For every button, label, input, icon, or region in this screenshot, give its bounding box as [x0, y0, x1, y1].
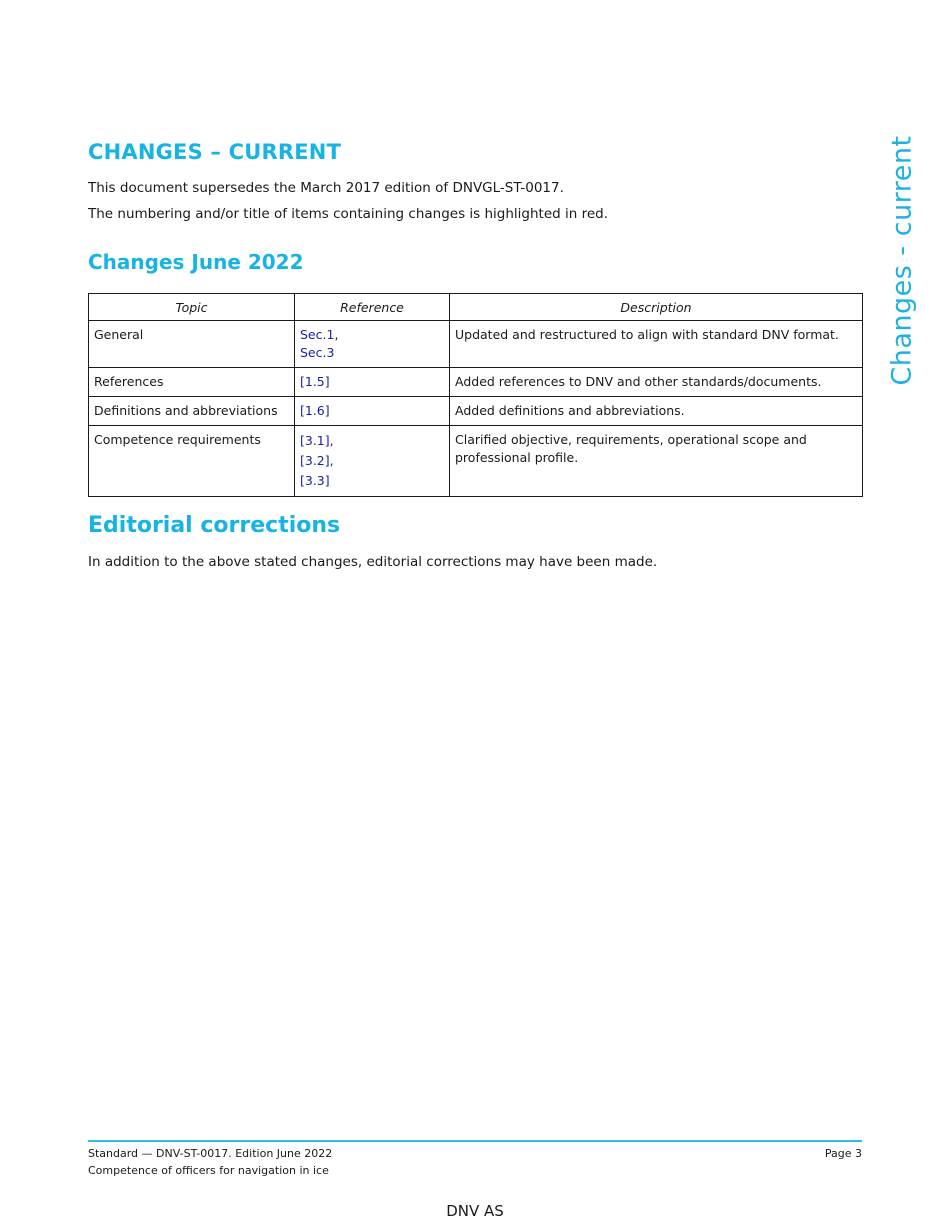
reference-link[interactable]: [1.6] [300, 403, 330, 418]
topic-cell: General [89, 321, 295, 368]
editorial-paragraph: In addition to the above stated changes, editorial corrections may have been made. [88, 554, 658, 570]
side-tab [880, 134, 925, 386]
header-description: Description [450, 294, 863, 321]
intro-paragraph-2: The numbering and/or title of items containing changes is highlighted in red. [88, 206, 609, 222]
footer-publisher: DNV AS [446, 1202, 504, 1220]
description-cell: Added references to DNV and other standards/documents. [450, 368, 863, 397]
side-tab-label: Changes - current [887, 134, 918, 386]
reference-link[interactable]: [3.3] [300, 473, 330, 488]
header-reference: Reference [295, 294, 450, 321]
intro-paragraph-1: This document supersedes the March 2017 edition of DNVGL-ST-0017. [88, 180, 564, 196]
reference-link[interactable]: [3.2] [300, 453, 330, 468]
table-row [89, 368, 863, 397]
footer-title: Competence of officers for navigation in ice [88, 1164, 329, 1177]
table-row [89, 397, 863, 426]
footer-standard: Standard — DNV-ST-0017. Edition June 2022 [88, 1147, 333, 1160]
reference-cell [295, 397, 450, 426]
header-topic: Topic [89, 294, 295, 321]
changes-table [88, 293, 863, 497]
topic-cell: References [89, 368, 295, 397]
table-row [89, 426, 863, 497]
editorial-heading: Editorial corrections [88, 513, 341, 538]
page-title: CHANGES – CURRENT [88, 140, 342, 164]
reference-link[interactable]: Sec.3 [300, 345, 335, 360]
table-header-row [89, 294, 863, 321]
topic-cell: Competence requirements [89, 426, 295, 497]
description-cell: Updated and restructured to align with standard DNV format. [450, 321, 863, 368]
changes-heading: Changes June 2022 [88, 250, 304, 274]
reference-link[interactable]: [3.1] [300, 433, 330, 448]
footer-divider [88, 1140, 862, 1142]
topic-cell: Definitions and abbreviations [89, 397, 295, 426]
reference-cell: Sec.1, Sec.3 [295, 321, 450, 368]
table-row [89, 321, 863, 368]
description-cell: Clarified objective, requirements, operational scope and professional profile. [450, 426, 863, 497]
reference-link[interactable]: [1.5] [300, 374, 330, 389]
reference-link[interactable]: Sec.1 [300, 327, 335, 342]
description-cell: Added definitions and abbreviations. [450, 397, 863, 426]
reference-cell: [3.1], [3.2], [3.3] [295, 426, 450, 497]
reference-cell [295, 368, 450, 397]
footer-page-number: Page 3 [824, 1147, 862, 1160]
